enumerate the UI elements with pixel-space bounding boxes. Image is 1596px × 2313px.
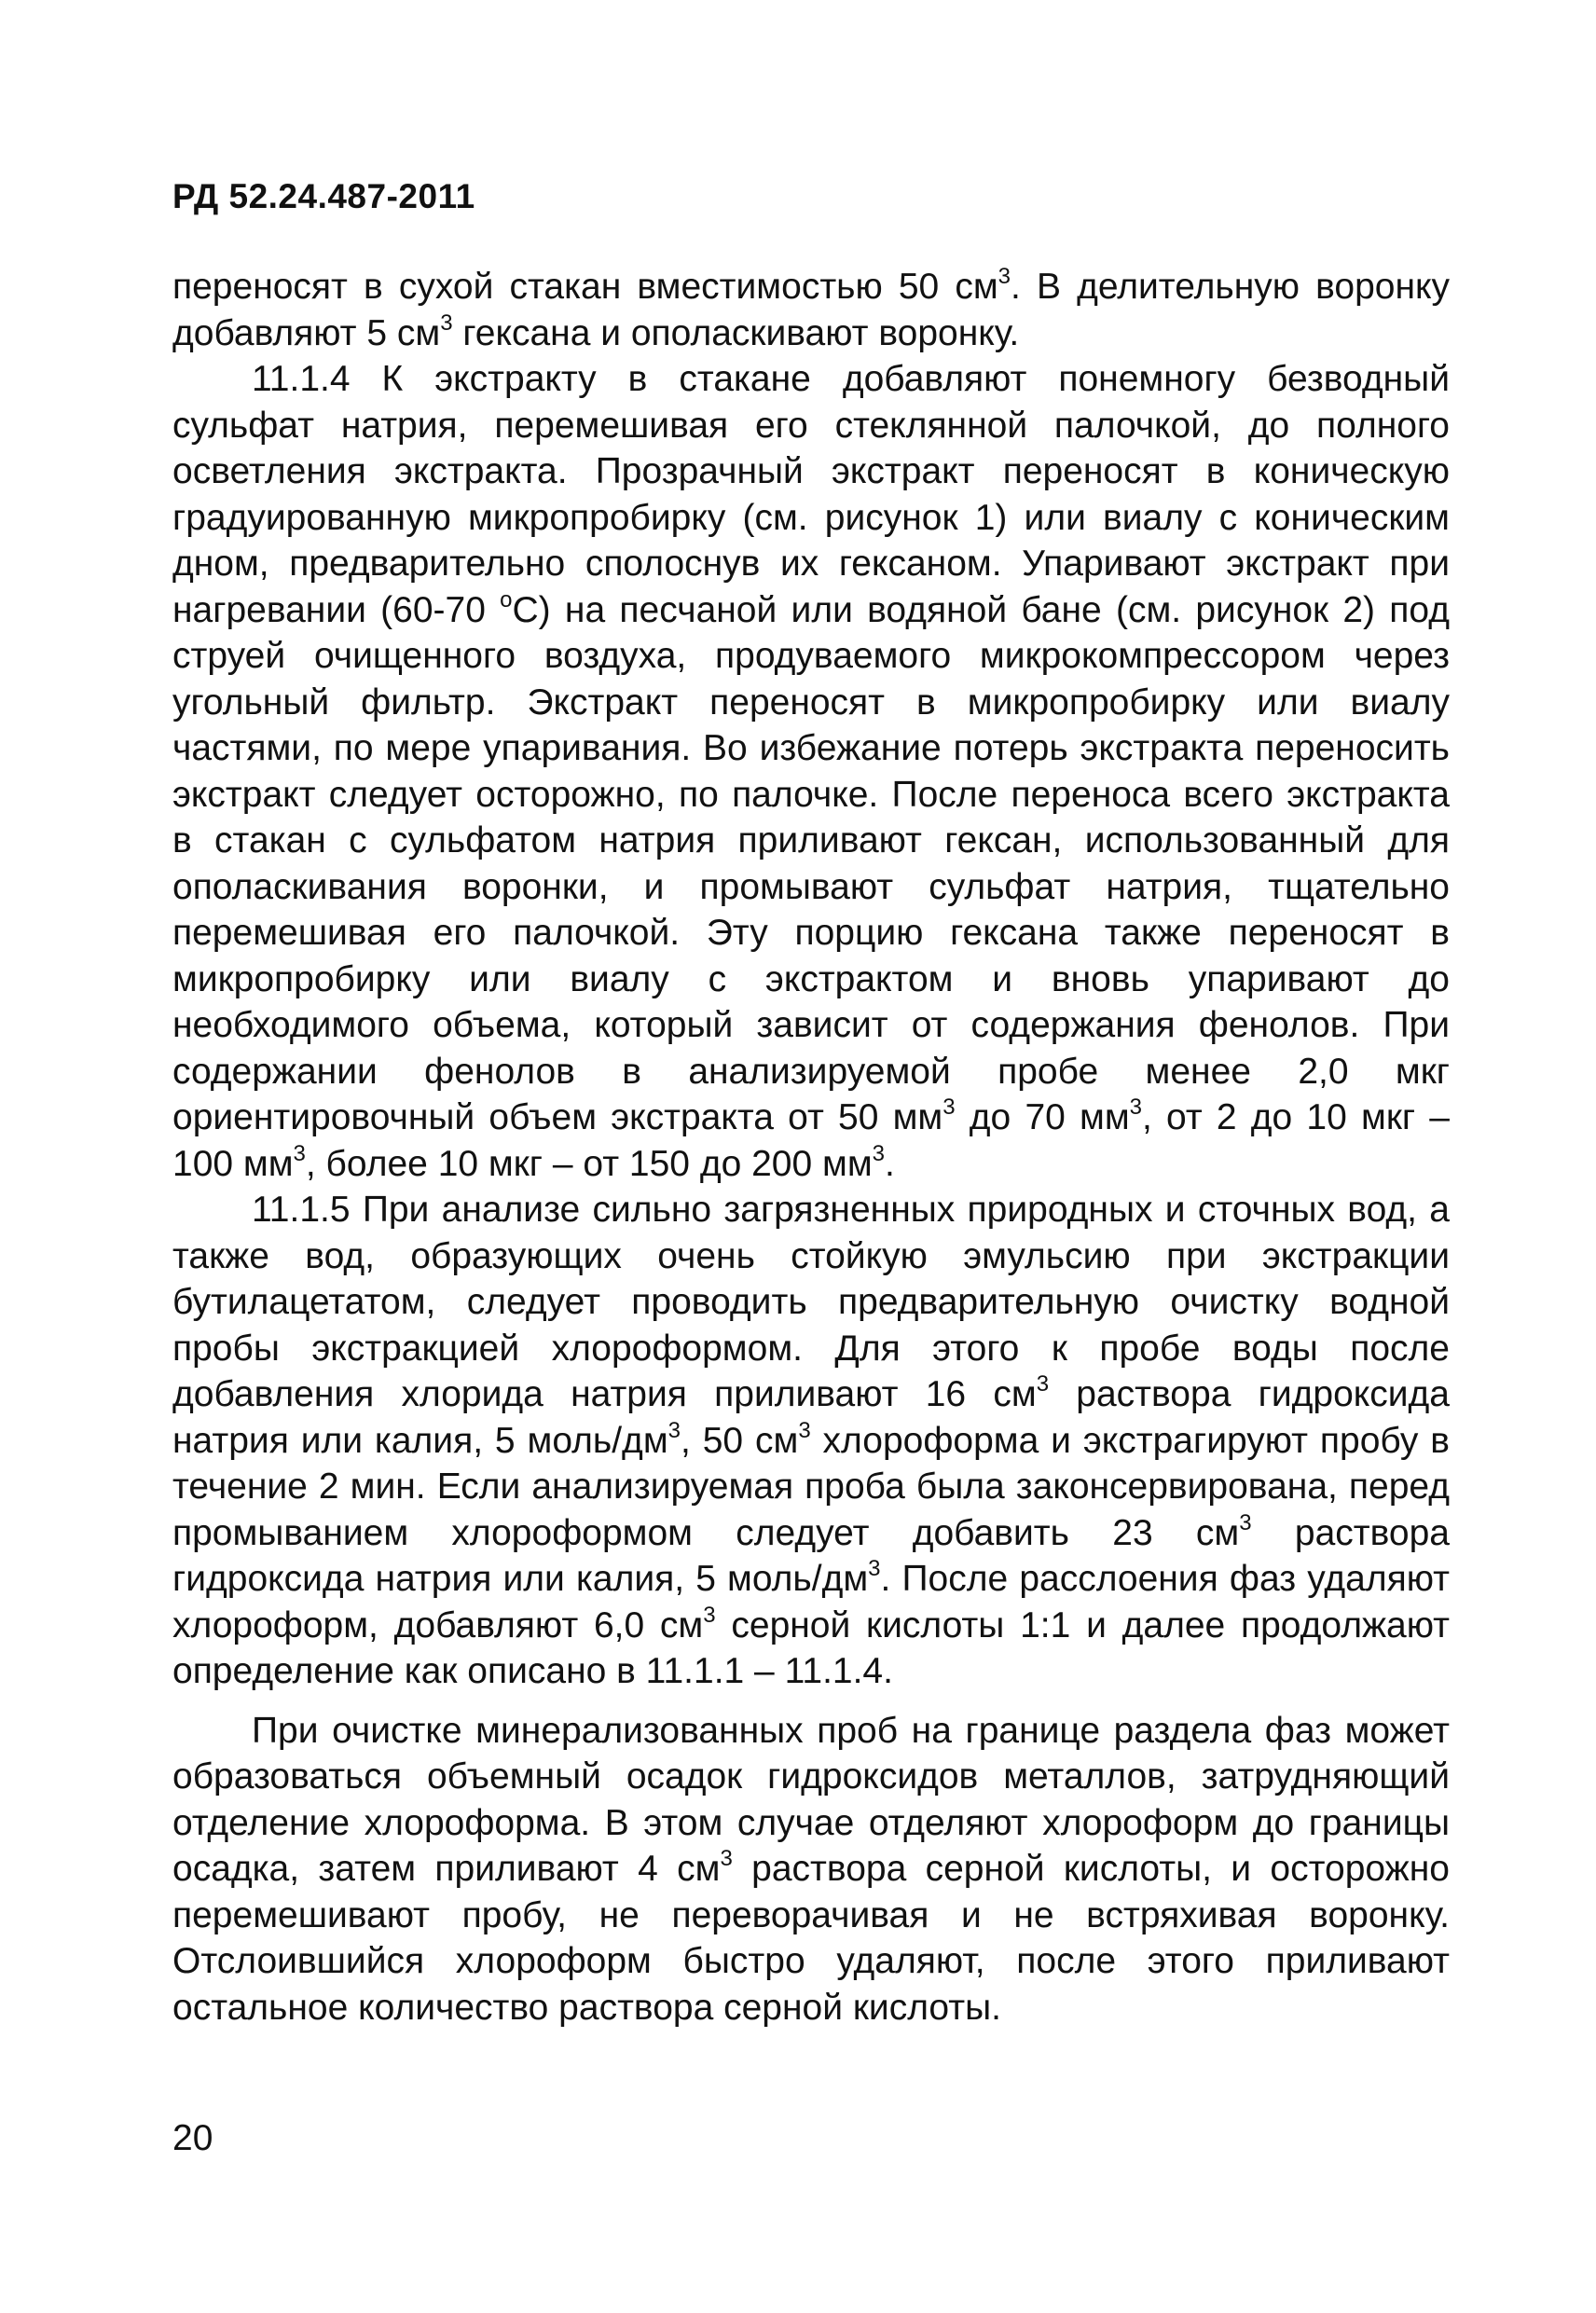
paragraph-11-1-5: 11.1.5 При анализе сильно загрязненных природных и сточных вод, а также вод, образующих очень стойкую эмульсию при экстракции бутилацетатом, следует проводить предварительную очистку водной пробы экстракцией хлороформом. Для этого к пробе воды после добавления хлорида натрия приливают 16 $см^3$ раствора гидроксида натрия или калия, 5 моль/$дм^3$, 50 $см^3$ хлороформа и экстрагируют пробу в течение 2 мин. Если анализируемая проба была законсервирована, перед промыванием хлороформом следует добавить 23 $см^3$ раствора гидроксида натрия или калия, 5 моль/$дм^3$. После расслоения фаз удаляют хлороформ, добавляют 6,0 $см^3$ серной кислоты 1:1 и далее продолжают определение как описано в 11.1.1 – 11.1.4. (172, 1190, 1450, 1691)
paragraph-mineralized-samples: При очистке минерализованных проб на границе раздела фаз может образоваться объемный осадок гидроксидов металлов, затрудняющий отделение хлороформа. В этом случае отделяют хлороформ до границы осадка, затем приливают 4 $см^3$ раствора серной кислоты, и осторожно перемешивают пробу, не переворачивая и не встряхивая воронку. Отслоившийся хлороформ быстро удаляют, после этого приливают остальное количество раствора серной кислоты. (172, 1710, 1450, 2028)
paragraph-11-1-4: 11.1.4 К экстракту в стакане добавляют понемногу безводный сульфат натрия, перемешивая его стеклянной палочкой, до полного осветления экстракта. Прозрачный экстракт переносят в коническую градуированную микропробирку (см. рисунок 1) или виалу с коническим дном, предварительно сполоснув их гексаном. Упаривают экстракт при нагревании (60-70 $^о$С) на песчаной или водяной бане (см. рисунок 2) под струей очищенного воздуха, продуваемого микрокомпрессором через угольный фильтр. Экстракт переносят в микропробирку или виалу частями, по мере упаривания. Во избежание потерь экстракта переносить экстракт следует осторожно, по палочке. После переноса всего экстракта в стакан с сульфатом натрия приливают гексан, использованный для ополаскивания воронки, и промывают сульфат натрия, тщательно перемешивая его палочкой. Эту порцию гексана также переносят в микропробирку или виалу с экстрактом и вновь упаривают до необходимого объема, который зависит от содержания фенолов. При содержании фенолов в анализируемой пробе менее 2,0 мкг ориентировочный объем экстракта от 50 $мм^3$ до 70 $мм^3$, от 2 до 10 мкг – 100 $мм^3$, более 10 мкг – от 150 до 200 $мм^3$. (172, 359, 1450, 1184)
page-number: 20 (172, 2118, 213, 2158)
document-code-header: РД 52.24.487-2011 (172, 177, 475, 215)
paragraph-continuation: переносят в сухой стакан вместимостью 50 $см^3$. В делительную воронку добавляют 5 $см^3$ гексана и ополаскивают воронку. (172, 264, 1450, 353)
document-body (172, 264, 1450, 2031)
